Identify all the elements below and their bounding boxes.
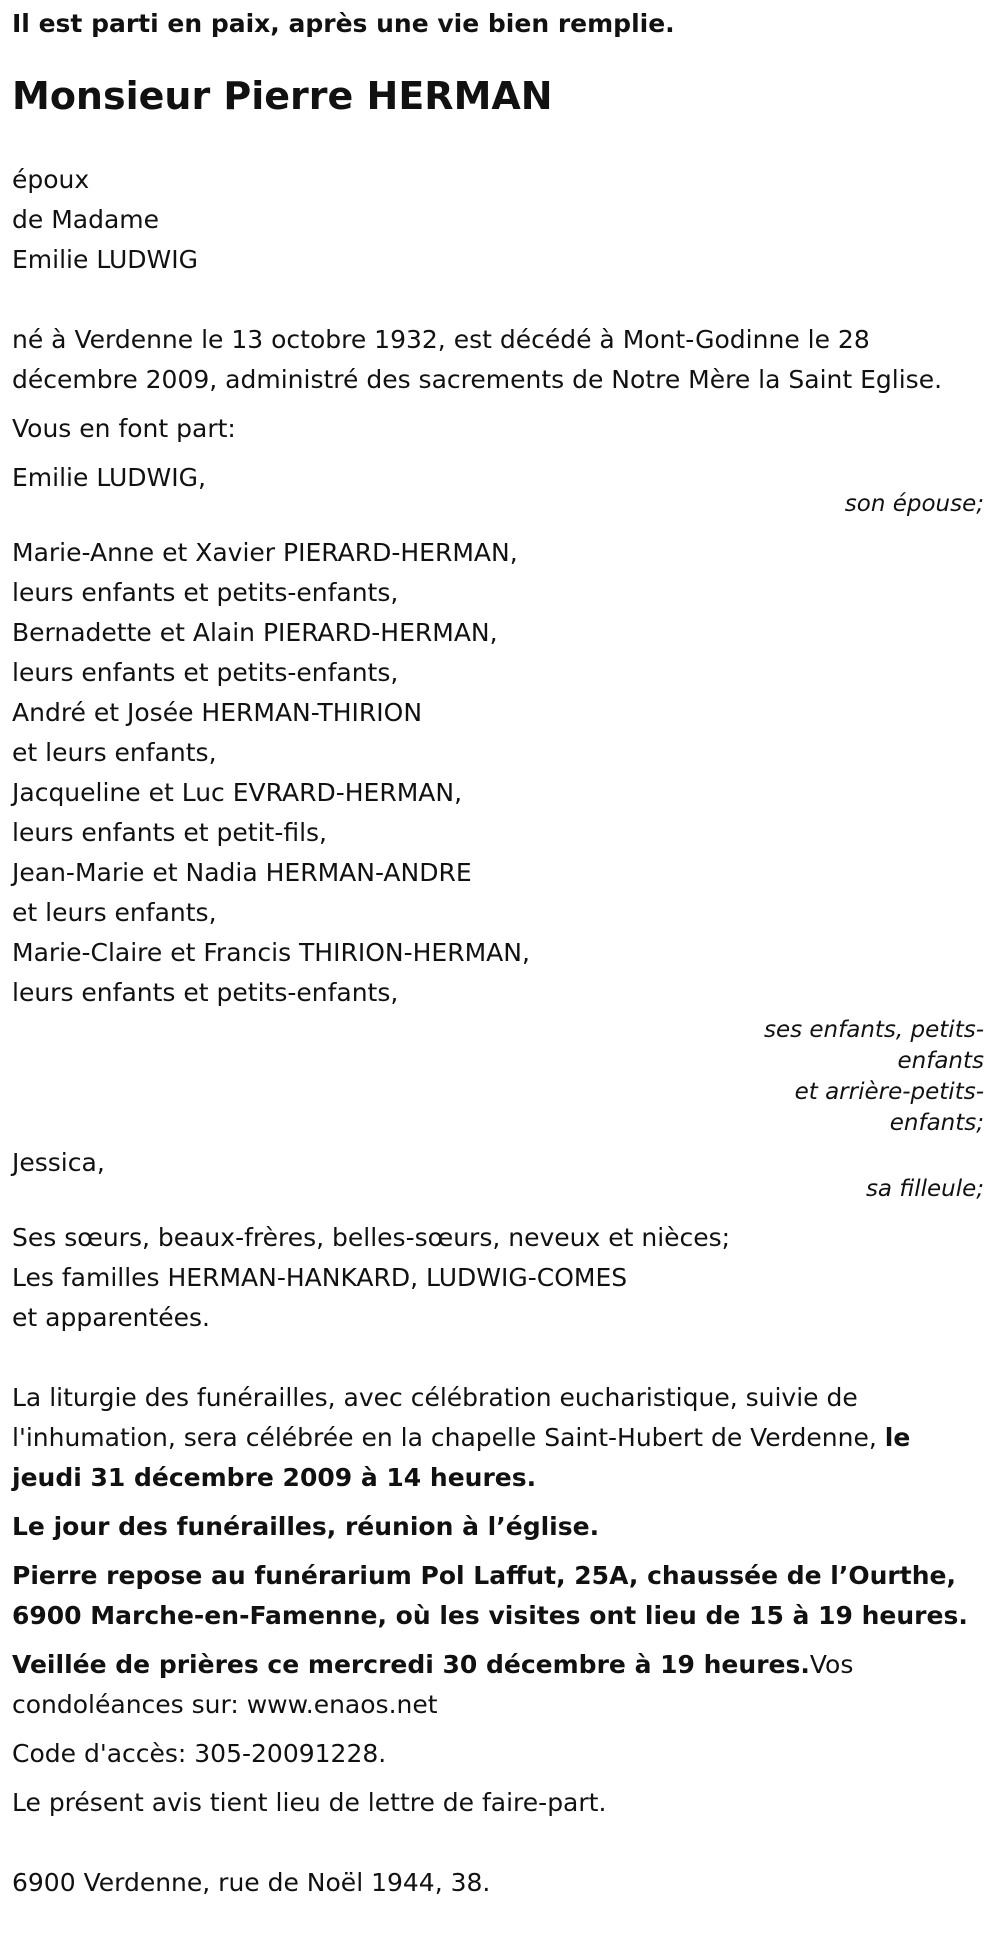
intro-line: Il est parti en paix, après une vie bien remplie.	[12, 9, 675, 38]
spouse-block	[12, 160, 988, 280]
access-code: Code d'accès: 305-20091228.	[12, 1739, 387, 1768]
children-role-line: et arrière-petits-	[794, 1079, 984, 1105]
family-line: Les familles HERMAN-HANKARD, LUDWIG-COMES	[12, 1263, 628, 1292]
announce-text: Vous en font part:	[12, 414, 236, 443]
goddaughter-name: Jessica,	[12, 1148, 105, 1177]
children-role-line: ses enfants, petits-	[763, 1017, 984, 1043]
meeting-text: Le jour des funérailles, réunion à l’église.	[12, 1512, 600, 1541]
liturgy-main: La liturgie des funérailles, avec célébration eucharistique, suivie de l'inhumation, sera célébrée en la chapelle Saint-Hubert de Verdenne,	[12, 1383, 885, 1452]
list-item: leurs enfants et petits-enfants,	[12, 658, 399, 687]
birth-death-text: né à Verdenne le 13 octobre 1932, est décédé à Mont-Godinne le 28 décembre 2009, administré des sacrements de Notre Mère la Saint Eglise.	[12, 325, 943, 394]
vigil-text	[12, 1645, 988, 1725]
family-block	[12, 1218, 988, 1338]
list-item: Jacqueline et Luc EVRARD-HERMAN,	[12, 778, 463, 807]
vigil-time: Veillée de prières ce mercredi 30 décembre à 19 heures.	[12, 1650, 810, 1679]
spouse-entry-name: Emilie LUDWIG,	[12, 463, 206, 492]
spouse-line: de Madame	[12, 205, 160, 234]
spouse-entry-role: son épouse;	[844, 491, 984, 517]
list-item: leurs enfants et petits-enfants,	[12, 978, 399, 1007]
list-item: leurs enfants et petits-enfants,	[12, 578, 399, 607]
list-item: Bernadette et Alain PIERARD-HERMAN,	[12, 618, 498, 647]
liturgy-date: le jeudi 31 décembre 2009 à 14 heures.	[12, 1423, 911, 1492]
family-line: Ses sœurs, beaux-frères, belles-sœurs, neveux et nièces;	[12, 1223, 731, 1252]
family-line: et apparentées.	[12, 1303, 210, 1332]
children-role-line: enfants;	[889, 1110, 984, 1136]
children-role	[724, 1015, 988, 1139]
list-item: et leurs enfants,	[12, 738, 217, 767]
list-item: leurs enfants et petit-fils,	[12, 818, 328, 847]
condolences-text: Vos condoléances sur: www.enaos.net	[12, 1650, 854, 1719]
children-role-line: enfants	[897, 1048, 984, 1074]
deceased-name: Monsieur Pierre HERMAN	[12, 74, 553, 118]
goddaughter-entry	[12, 1143, 988, 1209]
spouse-entry	[12, 458, 988, 524]
list-item: Marie-Anne et Xavier PIERARD-HERMAN,	[12, 538, 518, 567]
children-list	[12, 533, 988, 1013]
spouse-line: époux	[12, 165, 90, 194]
notice-text: Le présent avis tient lieu de lettre de faire-part.	[12, 1788, 607, 1817]
spouse-line: Emilie LUDWIG	[12, 245, 199, 274]
address-text: 6900 Verdenne, rue de Noël 1944, 38.	[12, 1868, 491, 1897]
list-item: Jean-Marie et Nadia HERMAN-ANDRE	[12, 858, 472, 887]
list-item: Marie-Claire et Francis THIRION-HERMAN,	[12, 938, 530, 967]
list-item: et leurs enfants,	[12, 898, 217, 927]
goddaughter-role: sa filleule;	[865, 1176, 984, 1202]
funerarium-text: Pierre repose au funérarium Pol Laffut, 25A, chaussée de l’Ourthe, 6900 Marche-en-Famenne, où les visites ont lieu de 15 à 19 heures.	[12, 1561, 968, 1630]
liturgy-text	[12, 1378, 988, 1498]
list-item: André et Josée HERMAN-THIRION	[12, 698, 423, 727]
